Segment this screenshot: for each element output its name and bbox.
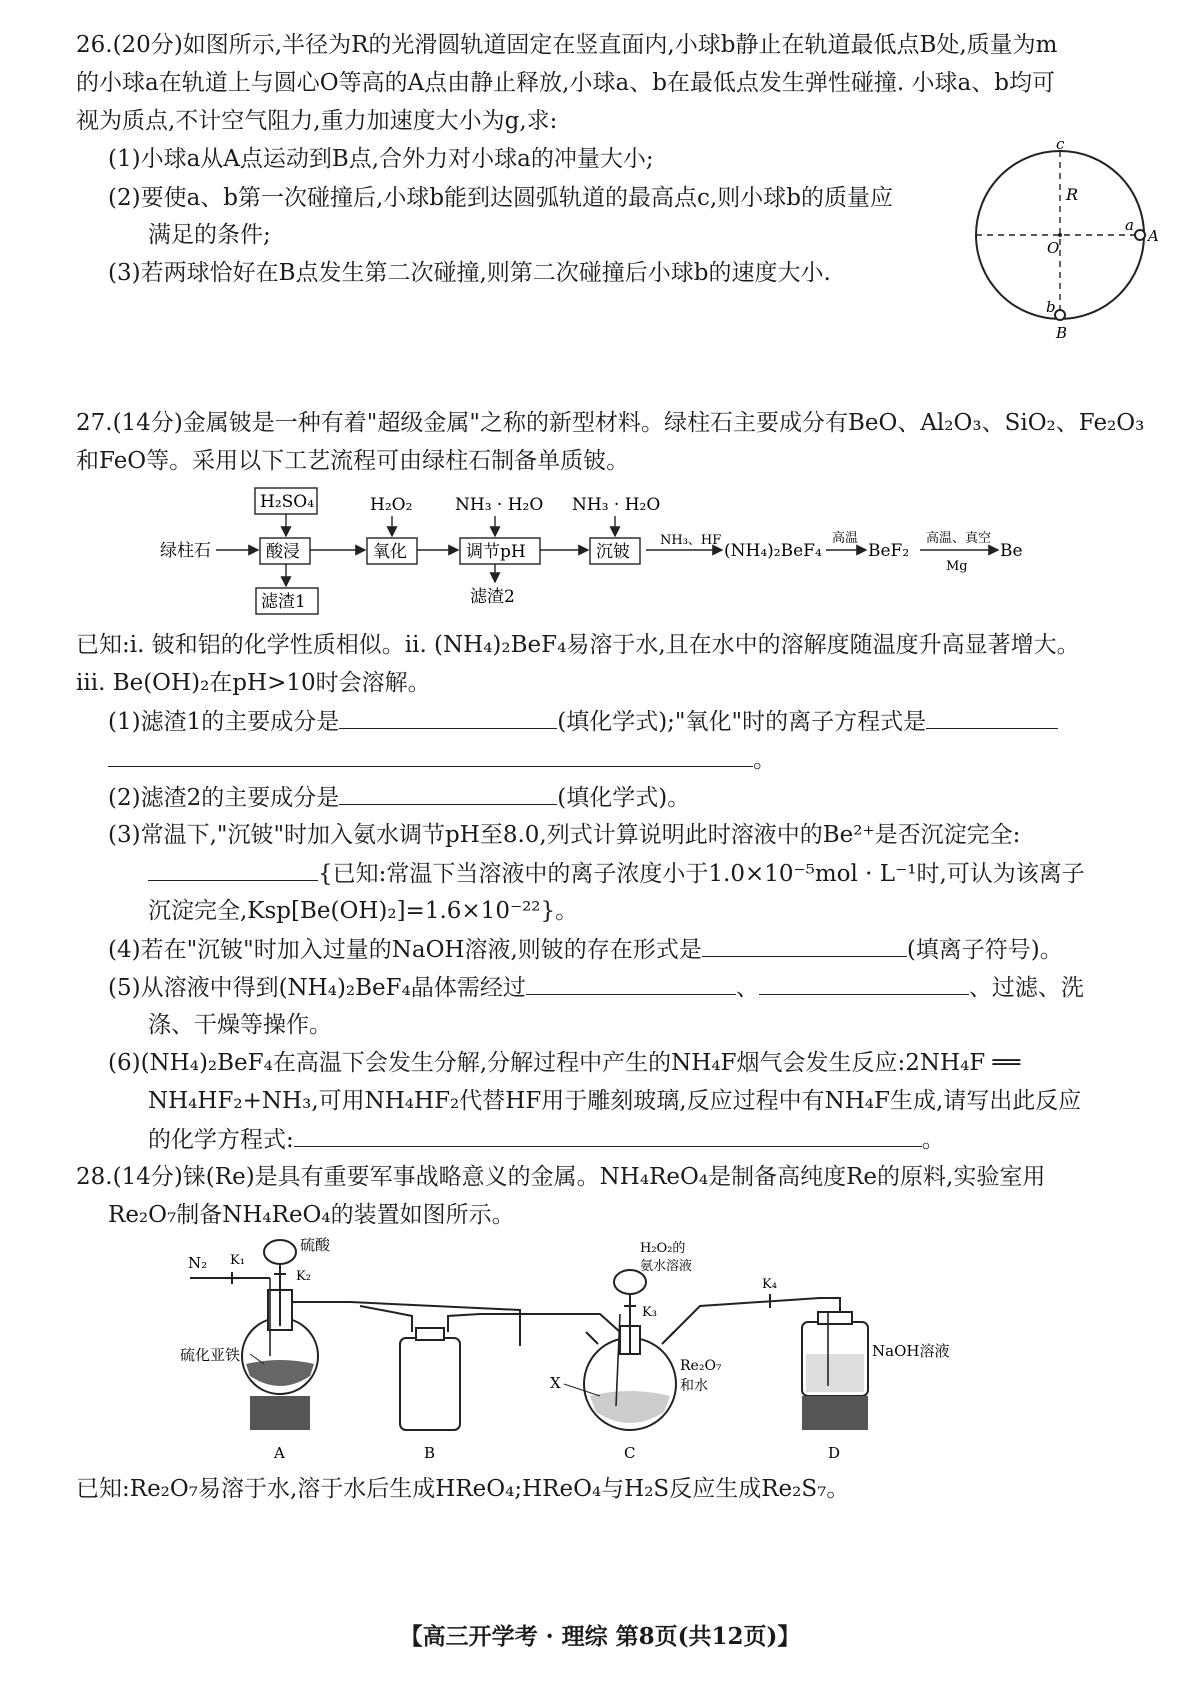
q27-part-1-end: 。 [753, 747, 776, 773]
label-c: C [624, 1444, 636, 1462]
label-water: 和水 [680, 1378, 708, 1394]
answer-blank-1[interactable] [339, 706, 557, 729]
label-k1: K₁ [230, 1253, 245, 1268]
label-O: O [1047, 239, 1060, 257]
step-precipitate-be: 沉铍 [596, 542, 630, 562]
arrow1-label: NH₃、HF [660, 533, 722, 548]
q27-part-1-cont [108, 744, 776, 775]
q27-part-2-text-a: (2)滤渣2的主要成分是 [108, 785, 340, 811]
q27-part-1-text-b: (填化学式);"氧化"时的离子方程式是 [557, 709, 927, 735]
q27-part-1-text-a: (1)滤渣1的主要成分是 [108, 709, 340, 735]
label-b: b [1046, 298, 1056, 316]
label-k3: K₃ [642, 1305, 657, 1320]
q27-part-5 [108, 972, 1084, 1003]
answer-blank-2[interactable] [926, 706, 1058, 729]
arrow3-label-bottom: Mg [946, 559, 968, 574]
q27-part-6: (6)(NH₄)₂BeF₄在高温下会发生分解,分解过程中产生的NH₄F烟气会发生反应:2NH₄F ══ [108, 1050, 1021, 1076]
residue-1: 滤渣1 [261, 592, 306, 612]
label-a: A [274, 1444, 285, 1462]
reagent-nh3-2: NH₃ · H₂O [572, 495, 661, 515]
q26-part-1: (1)小球a从A点运动到B点,合外力对小球a的冲量大小; [108, 146, 654, 172]
answer-blank-7[interactable] [526, 972, 736, 995]
q27-part-4-text-b: (填离子符号)。 [906, 937, 1063, 963]
q27-part-3: (3)常温下,"沉铍"时加入氨水调节pH至8.0,列式计算说明此时溶液中的Be²⁺是否沉淀完全: [108, 822, 1021, 848]
reagent-h2o2: H₂O₂ [370, 495, 413, 515]
answer-blank-4[interactable] [339, 782, 557, 805]
product-bef2: BeF₂ [868, 541, 910, 561]
q27-part-6-cont: NH₄HF₂+NH₃,可用NH₄HF₂代替HF用于雕刻玻璃,反应过程中有NH₄F生成,请写出此反应 [148, 1088, 1082, 1114]
label-k2: K₂ [296, 1269, 311, 1284]
heater-a [250, 1396, 310, 1430]
product-be: Be [1000, 541, 1023, 561]
product-nh4-2-bef4: (NH₄)₂BeF₄ [724, 541, 822, 561]
circular-track-figure [960, 140, 1180, 350]
ball-a [1135, 230, 1145, 240]
q27-part-1 [108, 706, 1058, 737]
q26-part-2: (2)要使a、b第一次碰撞后,小球b能到达圆弧轨道的最高点c,则小球b的质量应 [108, 185, 893, 211]
reagent-nh3-1: NH₃ · H₂O [455, 495, 544, 515]
q27-part-2 [108, 782, 690, 813]
q27-part-5-text-b: 、过滤、洗 [968, 975, 1084, 1001]
arrow2-label: 高温 [832, 531, 859, 546]
q28-stem-line-1: 28.(14分)铼(Re)是具有重要军事战略意义的金属。NH₄ReO₄是制备高纯度Re的原料,实验室用 [76, 1164, 1046, 1190]
beryllium-process-flow [160, 482, 1120, 622]
ball-b [1055, 310, 1065, 320]
q27-part-5-sep: 、 [735, 975, 759, 1001]
step-adjust-ph: 调节pH [466, 542, 526, 562]
q26-part-3: (3)若两球恰好在B点发生第二次碰撞,则第二次碰撞后小球b的速度大小. [108, 260, 831, 286]
q27-part-6-text-c: 的化学方程式: [148, 1127, 294, 1153]
label-R: R [1066, 185, 1079, 204]
label-h2o2-2: 氨水溶液 [640, 1259, 693, 1274]
q26-stem-line-3: 视为质点,不计空气阻力,重力加速度大小为g,求: [76, 108, 558, 134]
q28-stem-line-2: Re₂O₇制备NH₄ReO₄的装置如图所示。 [108, 1202, 515, 1228]
label-c: c [1056, 140, 1065, 153]
label-k4: K₄ [762, 1277, 777, 1292]
answer-blank-3[interactable] [108, 744, 753, 767]
arrow3-label-top: 高温、真空 [926, 531, 992, 546]
answer-blank-5[interactable] [148, 858, 318, 881]
residue-2: 滤渣2 [470, 587, 515, 607]
flow-start: 绿柱石 [160, 541, 211, 561]
page-footer: 【高三开学考 · 理综 第8页(共12页)】 [399, 1623, 801, 1650]
q27-part-3-cont-2: 沉淀完全,Ksp[Be(OH)₂]=1.6×10⁻²²}。 [148, 898, 579, 924]
reagent-h2so4: H₂SO₄ [260, 492, 315, 512]
answer-blank-9[interactable] [294, 1124, 922, 1147]
answer-blank-6[interactable] [702, 934, 907, 957]
label-sulfuric-acid: 硫酸 [300, 1236, 331, 1254]
label-x: X [550, 1374, 561, 1392]
q27-known-1: 已知:i. 铍和铝的化学性质相似。ii. (NH₄)₂BeF₄易溶于水,且在水中的溶解度随温度升高显著增大。 [76, 632, 1080, 658]
q27-part-5-cont: 涤、干燥等操作。 [148, 1012, 332, 1038]
step-oxidize: 氧化 [373, 542, 407, 562]
q26-stem-line-2: 的小球a在轨道上与圆心O等高的A点由静止释放,小球a、b在最低点发生弹性碰撞. 小球a、b均可 [76, 70, 1055, 96]
q27-part-4-text-a: (4)若在"沉铍"时加入过量的NaOH溶液,则铍的存在形式是 [108, 937, 702, 963]
label-A: A [1148, 227, 1159, 245]
q27-part-6-cont-2 [148, 1124, 945, 1155]
label-B: B [1056, 324, 1068, 342]
rhenium-apparatus-figure [180, 1236, 980, 1466]
q26-stem-line-1: 26.(20分)如图所示,半径为R的光滑圆轨道固定在竖直面内,小球b静止在轨道最低点B处,质量为m [76, 32, 1058, 58]
q27-stem-line-1: 27.(14分)金属铍是一种有着"超级金属"之称的新型材料。绿柱石主要成分有BeO、Al₂O₃、SiO₂、Fe₂O₃ [76, 410, 1145, 436]
q27-part-5-text-a: (5)从溶液中得到(NH₄)₂BeF₄晶体需经过 [108, 975, 526, 1001]
answer-blank-8[interactable] [759, 972, 969, 995]
q28-known: 已知:Re₂O₇易溶于水,溶于水后生成HReO₄;HReO₄与H₂S反应生成Re₂S₇。 [76, 1476, 850, 1502]
label-d: D [828, 1444, 841, 1462]
q27-part-4 [108, 934, 1063, 965]
q27-part-3-cont [148, 858, 1085, 889]
label-re2o7: Re₂O₇ [680, 1358, 722, 1374]
stand-d [802, 1396, 868, 1430]
label-h2o2-1: H₂O₂的 [640, 1241, 686, 1256]
label-b: B [424, 1444, 436, 1462]
q26-part-2-cont: 满足的条件; [148, 222, 271, 248]
q27-stem-line-2: 和FeO等。采用以下工艺流程可由绿柱石制备单质铍。 [76, 448, 630, 474]
q27-part-2-text-b: (填化学式)。 [557, 785, 691, 811]
step-acid-leach: 酸浸 [266, 542, 300, 562]
label-fes: 硫化亚铁 [180, 1346, 241, 1364]
q27-known-2: iii. Be(OH)₂在pH>10时会溶解。 [76, 670, 431, 696]
label-n2: N₂ [188, 1254, 208, 1272]
label-naoh: NaOH溶液 [872, 1342, 950, 1360]
q27-part-3-text-b: {已知:常温下当溶液中的离子浓度小于1.0×10⁻⁵mol · L⁻¹时,可认为该离子 [318, 861, 1085, 887]
q27-part-6-end: 。 [921, 1127, 945, 1153]
label-a: a [1125, 216, 1134, 234]
